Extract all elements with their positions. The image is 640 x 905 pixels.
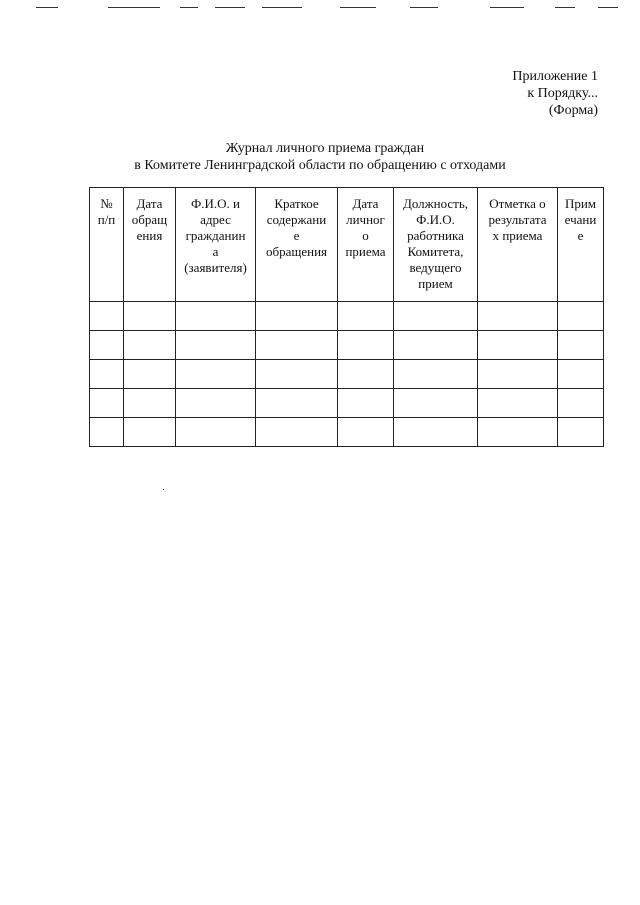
- journal-table: [89, 187, 604, 447]
- scan-artifact: [340, 7, 376, 8]
- scan-artifact: [180, 7, 198, 8]
- appendix-line-1: Приложение 1: [512, 69, 598, 84]
- table-cell[interactable]: [394, 418, 478, 447]
- table-row: [90, 418, 604, 447]
- table-cell[interactable]: [124, 302, 176, 331]
- table-cell[interactable]: [558, 360, 604, 389]
- table-cell[interactable]: [338, 360, 394, 389]
- table-cell[interactable]: [90, 389, 124, 418]
- table-cell[interactable]: [558, 389, 604, 418]
- header-cell-summary: Краткое содержани е обращения: [256, 188, 338, 302]
- scan-artifact: [262, 7, 302, 8]
- header-cell-reception-date: Дата личног о приема: [338, 188, 394, 302]
- table-cell[interactable]: [176, 389, 256, 418]
- table-row: [90, 360, 604, 389]
- header-cell-number: № п/п: [90, 188, 124, 302]
- table-body: [90, 302, 604, 447]
- table-cell[interactable]: [478, 331, 558, 360]
- table-row: [90, 331, 604, 360]
- table-cell[interactable]: [124, 360, 176, 389]
- table-cell[interactable]: [176, 302, 256, 331]
- scan-artifact: [36, 7, 58, 8]
- table-cell[interactable]: [394, 302, 478, 331]
- table-cell[interactable]: [90, 418, 124, 447]
- table-cell[interactable]: [394, 331, 478, 360]
- appendix-header: [512, 68, 598, 119]
- table-cell[interactable]: [124, 331, 176, 360]
- appendix-line-3: (Форма): [548, 103, 598, 118]
- scan-artifact: [598, 7, 618, 8]
- table-cell[interactable]: [124, 389, 176, 418]
- table-cell[interactable]: [478, 360, 558, 389]
- table-cell[interactable]: [124, 418, 176, 447]
- table-cell[interactable]: [176, 360, 256, 389]
- table-cell[interactable]: [558, 331, 604, 360]
- table-cell[interactable]: [256, 418, 338, 447]
- table-cell[interactable]: [338, 302, 394, 331]
- table-cell[interactable]: [394, 389, 478, 418]
- table-cell[interactable]: [90, 302, 124, 331]
- scan-artifact: [555, 7, 575, 8]
- table-cell[interactable]: [256, 302, 338, 331]
- table-cell[interactable]: [558, 418, 604, 447]
- table-cell[interactable]: [256, 360, 338, 389]
- table-cell[interactable]: [90, 331, 124, 360]
- table-cell[interactable]: [338, 389, 394, 418]
- table-cell[interactable]: [176, 331, 256, 360]
- table-cell[interactable]: [558, 302, 604, 331]
- header-cell-citizen-name-address: Ф.И.О. и адрес гражданин а (заявителя): [176, 188, 256, 302]
- table-row: [90, 302, 604, 331]
- header-cell-result: Отметка о результата х приема: [478, 188, 558, 302]
- table-header-row: [90, 188, 604, 302]
- table-cell[interactable]: [338, 418, 394, 447]
- title-line-1: Журнал личного приема граждан: [225, 141, 425, 156]
- table-cell[interactable]: [478, 418, 558, 447]
- scan-artifact: [490, 7, 524, 8]
- scan-artifact: [410, 7, 438, 8]
- scan-artifact: [215, 7, 245, 8]
- header-cell-note: Прим ечани е: [558, 188, 604, 302]
- scan-speck: [163, 489, 164, 490]
- header-cell-official: Должность, Ф.И.О. работника Комитета, ведущего прием: [394, 188, 478, 302]
- table-row: [90, 389, 604, 418]
- table-cell[interactable]: [394, 360, 478, 389]
- title-line-2: в Комитете Ленинградской области по обращению с отходами: [134, 158, 506, 173]
- header-cell-appeal-date: Дата обращ ения: [124, 188, 176, 302]
- table-cell[interactable]: [478, 302, 558, 331]
- table-cell[interactable]: [338, 331, 394, 360]
- table-cell[interactable]: [256, 389, 338, 418]
- appendix-line-2: к Порядку...: [527, 86, 598, 101]
- table-cell[interactable]: [90, 360, 124, 389]
- document-title: [0, 140, 640, 174]
- table-cell[interactable]: [176, 418, 256, 447]
- table-cell[interactable]: [478, 389, 558, 418]
- scan-artifact: [108, 7, 160, 8]
- table-cell[interactable]: [256, 331, 338, 360]
